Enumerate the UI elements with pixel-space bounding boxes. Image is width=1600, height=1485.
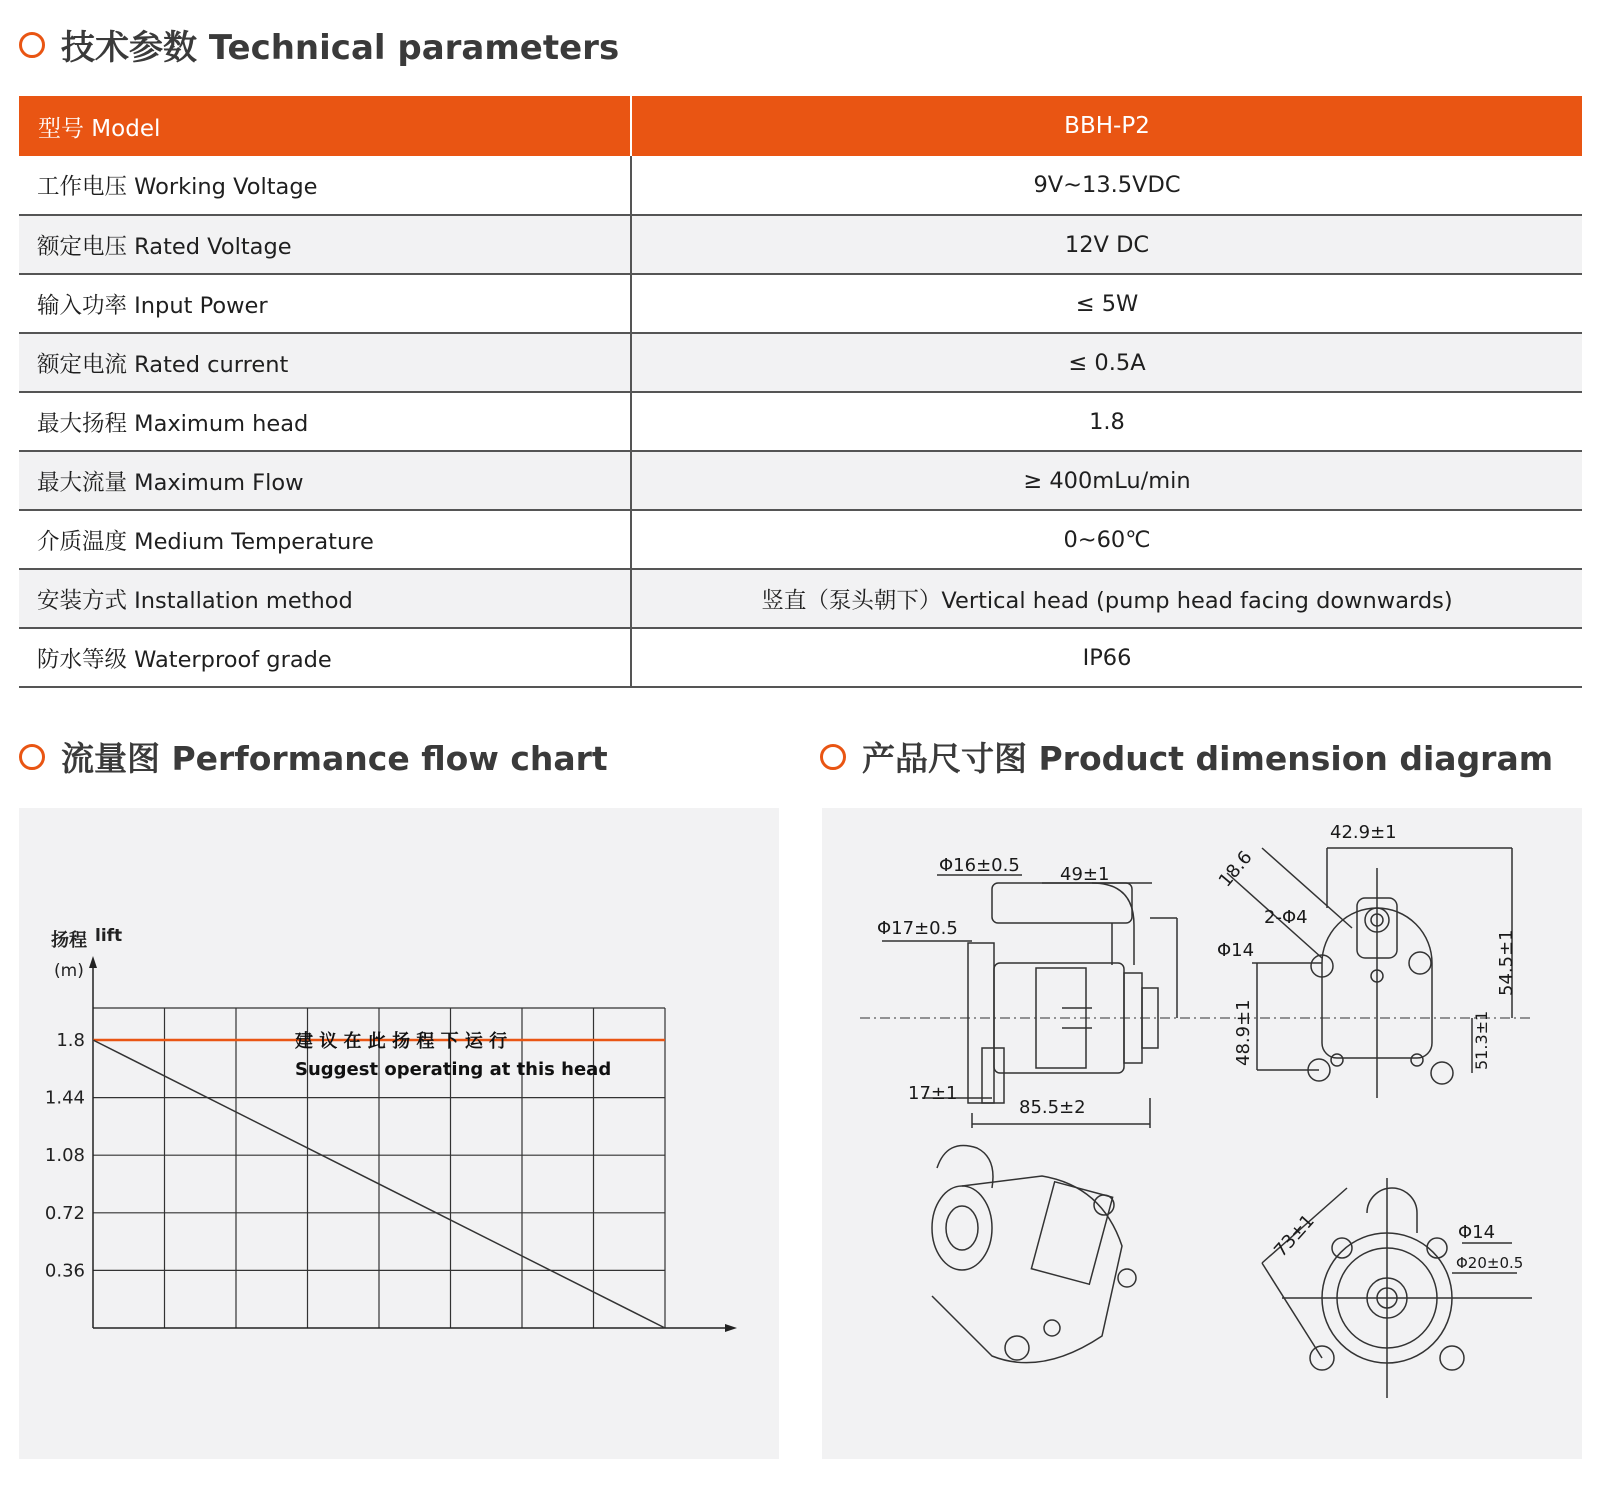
row-value: 竖直（泵头朝下）Vertical head (pump head facing downwards) <box>631 569 1582 628</box>
table-header-row <box>19 96 1582 156</box>
row-label: 额定电压 Rated Voltage <box>19 215 631 274</box>
flow-chart <box>19 808 779 1459</box>
row-label: 安装方式 Installation method <box>19 569 631 628</box>
row-label: 最大扬程 Maximum head <box>19 392 631 451</box>
dim-label: Φ17±0.5 <box>877 918 958 939</box>
dim-label: 85.5±2 <box>1019 1097 1086 1118</box>
dim-label: 73±1 <box>1270 1210 1319 1262</box>
dim-label: Φ20±0.5 <box>1456 1254 1524 1272</box>
annotation-en: Suggest operating at this head <box>295 1059 612 1080</box>
flow-chart-panel <box>19 808 779 1459</box>
table-row <box>19 333 1582 392</box>
section-title-dimension <box>820 733 1553 780</box>
dim-label: 48.9±1 <box>1233 999 1254 1066</box>
dim-label: 17±1 <box>908 1083 958 1104</box>
row-label: 最大流量 Maximum Flow <box>19 451 631 510</box>
section-title-text: 技术参数 Technical parameters <box>61 28 620 68</box>
table-row <box>19 569 1582 628</box>
dimension-drawing <box>822 808 1582 1459</box>
isometric-view-drawing <box>932 1146 1136 1363</box>
dim-label: 18.6 <box>1214 847 1257 892</box>
row-label: 介质温度 Medium Temperature <box>19 510 631 569</box>
parameters-table <box>19 96 1582 688</box>
annotation-cn: 建 议 在 此 扬 程 下 运 行 <box>295 1031 508 1052</box>
row-label: 工作电压 Working Voltage <box>19 156 631 215</box>
table-row <box>19 156 1582 215</box>
row-value: IP66 <box>631 628 1582 687</box>
header-label: 型号 Model <box>19 96 631 156</box>
y-tick-label: 1.8 <box>56 1030 85 1051</box>
header-model-value: BBH-P2 <box>631 96 1582 156</box>
row-value: 9V~13.5VDC <box>631 156 1582 215</box>
chart-grid <box>93 1008 665 1328</box>
row-value: ≤ 5W <box>631 274 1582 333</box>
y-axis-arrow-icon <box>89 956 97 968</box>
y-axis-label-cn: 扬程 <box>51 930 87 951</box>
dim-label: 51.3±1 <box>1472 1010 1491 1070</box>
section-title-technical <box>19 20 619 69</box>
side-view-drawing <box>968 883 1158 1103</box>
y-tick-label: 0.72 <box>44 1202 85 1224</box>
table-row <box>19 510 1582 569</box>
row-label: 防水等级 Waterproof grade <box>19 628 631 687</box>
dim-label: Φ16±0.5 <box>939 855 1020 876</box>
dim-label: 54.5±1 <box>1496 929 1517 996</box>
circle-bullet-icon <box>19 744 45 770</box>
row-value: 0~60℃ <box>631 510 1582 569</box>
table-row <box>19 628 1582 687</box>
row-value: 1.8 <box>631 392 1582 451</box>
table-row <box>19 392 1582 451</box>
row-value: ≥ 400mLu/min <box>631 451 1582 510</box>
y-tick-label: 0.36 <box>44 1260 85 1282</box>
dim-label: 42.9±1 <box>1330 822 1397 843</box>
chart-axes <box>89 956 737 1332</box>
section-title-flow <box>19 733 608 780</box>
row-value: ≤ 0.5A <box>631 333 1582 392</box>
x-axis-arrow-icon <box>725 1324 737 1332</box>
y-tick-label: 1.44 <box>44 1087 85 1109</box>
y-tick-label: 1.08 <box>44 1145 85 1167</box>
circle-bullet-icon <box>19 32 45 58</box>
y-axis-label-en: lift <box>95 926 123 946</box>
row-value: 12V DC <box>631 215 1582 274</box>
dim-label: 2-Φ4 <box>1264 907 1308 928</box>
table-row <box>19 274 1582 333</box>
section-title-text: 产品尺寸图 Product dimension diagram <box>862 739 1554 778</box>
section-title-text: 流量图 Performance flow chart <box>61 739 608 778</box>
row-label: 额定电流 Rated current <box>19 333 631 392</box>
dim-label: Φ14 <box>1458 1222 1496 1243</box>
table-row <box>19 451 1582 510</box>
y-axis-unit: (m) <box>54 961 84 981</box>
dimension-diagram-panel <box>822 808 1582 1459</box>
dim-label: 49±1 <box>1060 864 1110 885</box>
row-label: 输入功率 Input Power <box>19 274 631 333</box>
circle-bullet-icon <box>820 744 846 770</box>
dim-label: Φ14 <box>1217 940 1255 961</box>
front-view-drawing <box>1227 848 1512 1098</box>
table-row <box>19 215 1582 274</box>
y-tick-labels <box>45 1030 85 1281</box>
